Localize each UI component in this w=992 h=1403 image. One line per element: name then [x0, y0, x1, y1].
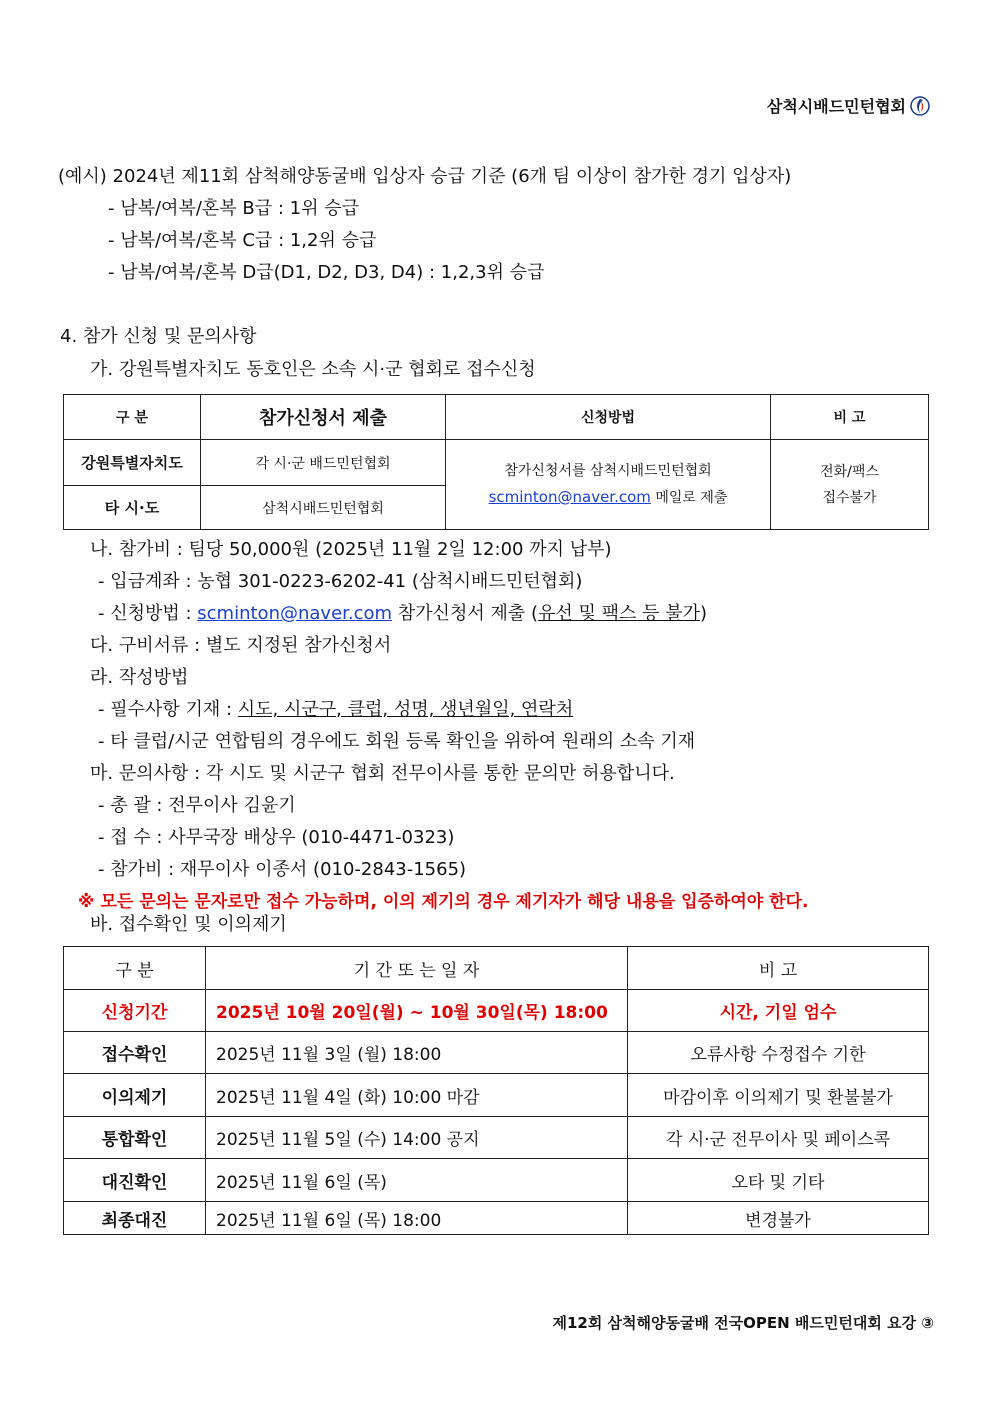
t2-note: 시간, 기일 엄수	[628, 990, 929, 1032]
t2-date: 2025년 11월 5일 (수) 14:00 공지	[206, 1117, 628, 1159]
t2-date: 2025년 11월 3일 (월) 18:00	[206, 1032, 628, 1074]
t1-method-suffix: 메일로 제출	[650, 490, 728, 506]
table-row	[64, 990, 929, 1032]
t2-note: 마감이후 이의제기 및 환불불가	[628, 1074, 929, 1117]
t2-date: 2025년 11월 4일 (화) 10:00 마감	[206, 1074, 628, 1117]
t2-label: 대진확인	[64, 1159, 206, 1202]
t2-label: 통합확인	[64, 1117, 206, 1159]
page-footer: 제12회 삼척해양동굴배 전국OPEN 배드민턴대회 요강 ③	[552, 1314, 934, 1332]
t2-header-category: 구 분	[64, 947, 206, 990]
t1-region: 타 시·도	[64, 486, 201, 530]
example-title: (예시) 2024년 제11회 삼척해양동굴배 입상자 승급 기준 (6개 팀 이상이 참가한 경기 입상자)	[58, 166, 792, 187]
notice: ※ 모든 문의는 문자로만 접수 가능하며, 이의 제기의 경우 제기자가 해당 내용을 입증하여야 한다.	[78, 892, 809, 912]
na-method-mid: 참가신청서 제출 (	[392, 603, 538, 624]
example-item-d: - 남복/여복/혼복 D급(D1, D2, D3, D4) : 1,2,3위 승급	[108, 262, 545, 283]
ra-other: - 타 클럽/시군 연합팀의 경우에도 회원 등록 확인을 위하여 원래의 소속 기재	[98, 731, 696, 752]
schedule-table	[63, 946, 929, 1235]
ma-item-fee: - 참가비 : 재무이사 이종서 (010-2843-1565)	[98, 859, 467, 880]
section-ga: 가. 강원특별자치도 동호인은 소속 시·군 협회로 접수신청	[90, 359, 536, 380]
page-header	[767, 94, 930, 117]
table-row	[64, 1159, 929, 1202]
section-title: 4. 참가 신청 및 문의사항	[60, 326, 257, 347]
t1-region: 강원특별자치도	[64, 440, 201, 486]
t1-method-cell	[446, 440, 771, 530]
application-table	[63, 394, 929, 530]
na-method-prefix: - 신청방법 :	[98, 603, 198, 624]
na-method	[98, 599, 707, 625]
na-account: - 입금계좌 : 농협 301-0223-6202-41 (삼척시배드민턴협회)	[98, 571, 583, 592]
table-row	[64, 1032, 929, 1074]
t1-method-line2	[446, 484, 770, 511]
t2-header-note: 비 고	[628, 947, 929, 990]
example-item-c: - 남복/여복/혼복 C급 : 1,2위 승급	[108, 230, 377, 251]
section-ma: 마. 문의사항 : 각 시도 및 시군구 협회 전무이사를 통한 문의만 허용합니다.	[90, 763, 675, 784]
table-row	[64, 1117, 929, 1159]
t2-note: 각 시·군 전무이사 및 페이스콕	[628, 1117, 929, 1159]
ma-item-reception: - 접 수 : 사무국장 배상우 (010-4471-0323)	[98, 827, 455, 848]
org-name: 삼척시배드민턴협회	[766, 97, 906, 116]
t1-note-cell	[771, 440, 929, 530]
t2-label: 신청기간	[64, 990, 206, 1032]
t2-label: 접수확인	[64, 1032, 206, 1074]
email-link[interactable]: scminton@naver.com	[488, 488, 651, 506]
t2-label: 최종대진	[64, 1202, 206, 1235]
na-method-underline: 유선 및 팩스 등 불가	[537, 603, 700, 624]
section-ba: 바. 접수확인 및 이의제기	[90, 914, 287, 935]
ma-item-general: - 총 괄 : 전무이사 김윤기	[98, 795, 296, 816]
association-logo-icon	[910, 96, 930, 116]
t1-header-note: 비 고	[771, 395, 929, 440]
section-da: 다. 구비서류 : 별도 지정된 참가신청서	[90, 635, 392, 656]
t1-note-line2: 접수불가	[822, 489, 877, 506]
t1-header-category: 구 분	[64, 395, 201, 440]
t2-date: 2025년 11월 6일 (목)	[206, 1159, 628, 1202]
example-item-b: - 남복/여복/혼복 B급 : 1위 승급	[108, 198, 359, 219]
section-ra: 라. 작성방법	[90, 667, 189, 688]
na-method-suffix: )	[699, 603, 707, 624]
section-na: 나. 참가비 : 팀당 50,000원 (2025년 11월 2일 12:00 까지 납부)	[90, 539, 612, 560]
t1-method-line1: 참가신청서를 삼척시배드민턴협회	[504, 463, 712, 479]
t2-date: 2025년 11월 6일 (목) 18:00	[206, 1202, 628, 1235]
ra-required-fields: 시도, 시군구, 클럽, 성명, 생년월일, 연락처	[237, 699, 574, 720]
t2-note: 오류사항 수정접수 기한	[628, 1032, 929, 1074]
na-email-link[interactable]: scminton@naver.com	[197, 603, 393, 624]
table-row	[64, 1202, 929, 1235]
t1-submit: 삼척시배드민턴협회	[201, 486, 446, 530]
table-row	[64, 1074, 929, 1117]
t2-note: 오타 및 기타	[628, 1159, 929, 1202]
ra-required	[98, 695, 573, 721]
t2-header-date: 기 간 또 는 일 자	[206, 947, 628, 990]
t1-submit: 각 시·군 배드민턴협회	[201, 440, 446, 486]
t1-note-line1: 전화/팩스	[820, 463, 879, 480]
t1-header-submit: 참가신청서 제출	[201, 395, 446, 440]
t1-header-method: 신청방법	[446, 395, 771, 440]
t2-label: 이의제기	[64, 1074, 206, 1117]
t2-date: 2025년 10월 20일(월) ~ 10월 30일(목) 18:00	[206, 990, 628, 1032]
t2-note: 변경불가	[628, 1202, 929, 1235]
ra-required-prefix: - 필수사항 기재 :	[98, 699, 238, 720]
